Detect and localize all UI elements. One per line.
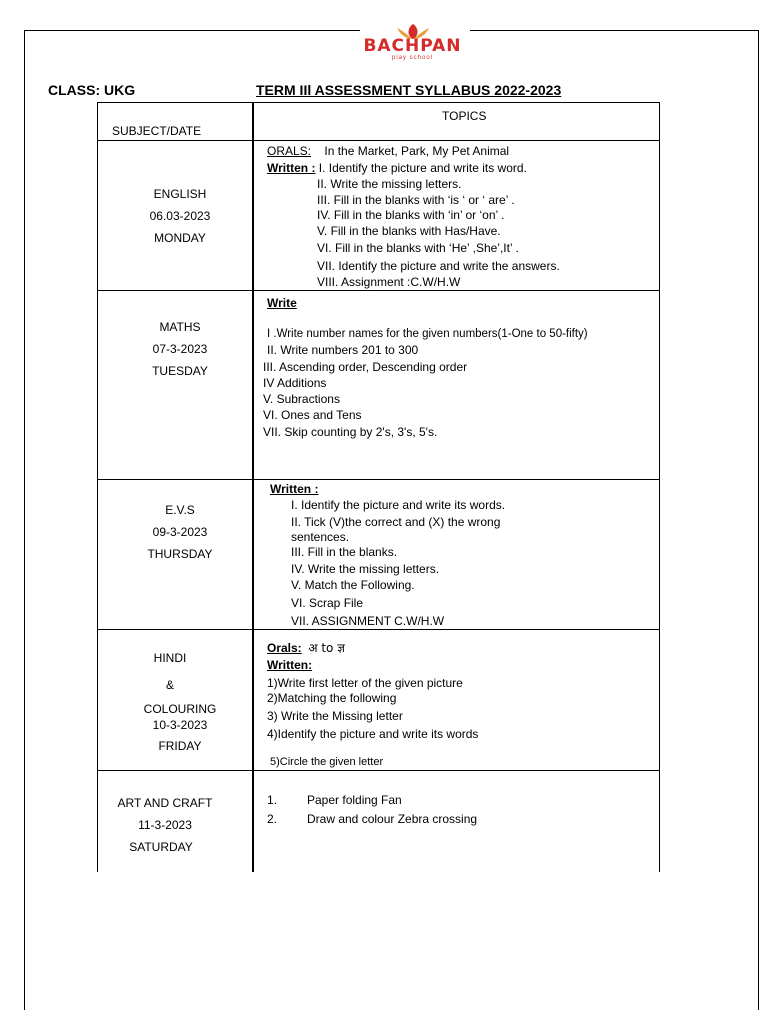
topic-item: V. Fill in the blanks with Has/Have. <box>317 224 501 238</box>
topic-item: 1)Write first letter of the given picture <box>267 676 463 690</box>
maths-subject-cell <box>105 316 255 382</box>
exam-date: 07-3-2023 <box>152 342 208 356</box>
subject-name-2: COLOURING <box>143 702 217 716</box>
subject-name: MATHS <box>159 320 201 334</box>
orals-text: अ to ज्ञ <box>308 641 345 655</box>
topic-item: II. Write numbers 201 to 300 <box>267 343 419 357</box>
exam-day: SATURDAY <box>129 840 193 854</box>
topic-item: III. Fill in the blanks with ‘is ‘ or ‘ are’ . <box>317 193 515 207</box>
row-divider <box>97 290 660 291</box>
topic-item: VI. Ones and Tens <box>263 408 362 422</box>
school-logo <box>355 22 470 67</box>
logo-subtitle: play school <box>391 55 434 61</box>
topic-item: sentences. <box>291 530 350 544</box>
topic-item: I. Identify the picture and write its word. <box>318 161 527 175</box>
topic-item: Paper folding Fan <box>307 793 402 807</box>
topic-item: VIII. Assignment :C.W/H.W <box>317 275 461 289</box>
topic-item: II. Write the missing letters. <box>317 177 462 191</box>
topic-item: VII. Identify the picture and write the answers. <box>317 259 560 273</box>
ampersand: & <box>165 678 174 692</box>
english-orals <box>267 144 509 159</box>
row-divider <box>97 770 660 771</box>
write-label: Write <box>267 296 297 310</box>
hindi-subject-cell <box>105 647 255 757</box>
row-divider <box>97 140 660 141</box>
exam-day: MONDAY <box>154 231 206 245</box>
written-label: Written : <box>270 482 319 496</box>
topic-item: II. Tick (V)the correct and (X) the wrong <box>291 515 501 529</box>
subject-name: HINDI <box>153 651 187 665</box>
topic-item: VII. Skip counting by 2's, 3's, 5's. <box>263 425 438 439</box>
topic-item-number: 1. <box>267 793 278 807</box>
orals-label: ORALS: <box>267 144 312 158</box>
class-label: CLASS: UKG <box>48 82 136 98</box>
exam-date: 11-3-2023 <box>138 818 192 832</box>
row-divider <box>97 629 660 630</box>
orals-label: Orals: <box>267 641 302 655</box>
topic-item: IV. Write the missing letters. <box>291 562 440 576</box>
topic-item: I .Write number names for the given numbers(1-One to 50-fifty) <box>267 328 588 340</box>
topic-item: III. Fill in the blanks. <box>291 545 398 559</box>
topic-item: III. Ascending order, Descending order <box>263 360 468 374</box>
english-written <box>267 161 527 176</box>
topic-item: 3) Write the Missing letter <box>267 709 403 723</box>
exam-day: TUESDAY <box>152 364 208 378</box>
exam-day: THURSDAY <box>147 547 213 561</box>
topic-item: V. Match the Following. <box>291 578 415 592</box>
art-subject-cell <box>90 792 240 858</box>
exam-date: 06.03-2023 <box>149 209 211 223</box>
written-label: Written: <box>267 658 313 672</box>
header-subject-date: SUBJECT/DATE <box>112 124 202 138</box>
hindi-orals <box>267 641 345 656</box>
topic-item: 2)Matching the following <box>267 691 397 705</box>
orals-text: In the Market, Park, My Pet Animal <box>324 144 510 158</box>
topic-item: V. Subractions <box>263 392 340 406</box>
exam-date: 09-3-2023 <box>152 525 208 539</box>
document-title: TERM IIl ASSESSMENT SYLLABUS 2022-2023 <box>256 82 562 98</box>
written-label: Written : <box>267 161 316 175</box>
subject-name: ENGLISH <box>153 187 207 201</box>
topic-item: VI. Fill in the blanks with ‘He’ ,She’,It’ . <box>317 241 519 255</box>
evs-subject-cell <box>105 499 255 565</box>
topic-item: VII. ASSIGNMENT C.W/H.W <box>291 614 445 628</box>
exam-day: FRIDAY <box>158 739 202 753</box>
topic-item: 5)Circle the given letter <box>270 756 384 768</box>
row-divider <box>97 479 660 480</box>
header-topics: TOPICS <box>442 109 487 123</box>
subject-name: E.V.S <box>165 503 195 517</box>
topic-item: IV Additions <box>263 376 327 390</box>
topic-item: Draw and colour Zebra crossing <box>307 812 478 826</box>
topic-item: VI. Scrap File <box>291 596 364 610</box>
english-subject-cell <box>105 183 255 249</box>
subject-name: ART AND CRAFT <box>117 796 213 810</box>
topic-item: I. Identify the picture and write its words. <box>291 498 506 512</box>
topic-item: 4)Identify the picture and write its words <box>267 727 479 741</box>
exam-date: 10-3-2023 <box>152 718 208 732</box>
topic-item-number: 2. <box>267 812 278 826</box>
logo-name: BACHPAN <box>363 36 462 56</box>
topic-item: IV. Fill in the blanks with ‘in’ or ‘on’ . <box>317 208 505 222</box>
